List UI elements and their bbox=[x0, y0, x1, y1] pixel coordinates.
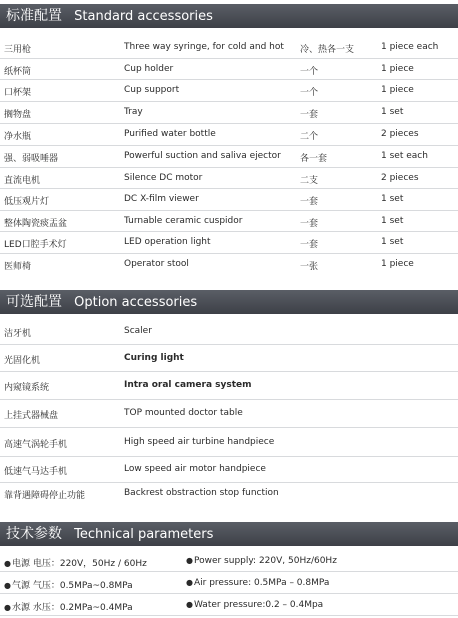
standard-item-en: Operator stool bbox=[124, 259, 189, 269]
standard-qty-en: 2 pieces bbox=[381, 129, 419, 139]
standard-qty-zh: 一套 bbox=[300, 219, 319, 229]
bullet-icon: ● bbox=[186, 600, 193, 609]
technical-item-zh bbox=[4, 600, 184, 613]
standard-row bbox=[0, 211, 458, 232]
standard-title-en: Standard accessories bbox=[74, 9, 213, 24]
standard-row bbox=[0, 102, 458, 124]
technical-item-zh bbox=[4, 556, 184, 569]
option-item-en: High speed air turbine handpiece bbox=[124, 437, 275, 447]
standard-qty-en: 1 set bbox=[381, 216, 404, 226]
option-title-en: Option accessories bbox=[74, 295, 198, 310]
standard-qty-en: 1 set bbox=[381, 107, 404, 117]
technical-item-zh bbox=[4, 578, 184, 591]
technical-item-en bbox=[186, 556, 456, 566]
standard-row bbox=[0, 189, 458, 211]
bullet-icon: ● bbox=[186, 578, 193, 587]
technical-item-en-text: Air pressure: 0.5MPa – 0.8MPa bbox=[193, 578, 330, 588]
option-row bbox=[0, 372, 458, 400]
technical-item-zh-text: 气源 气压：0.5MPa~0.8MPa bbox=[11, 581, 133, 591]
standard-item-en: Tray bbox=[124, 107, 143, 117]
standard-qty-en: 1 set bbox=[381, 237, 404, 247]
option-item-zh: 靠背遇障碍停止功能 bbox=[4, 491, 86, 501]
standard-qty-en: 1 piece bbox=[381, 259, 414, 269]
technical-title-zh: 技术参数 bbox=[6, 526, 62, 542]
standard-row bbox=[0, 168, 458, 189]
option-title-zh: 可选配置 bbox=[6, 294, 62, 310]
option-row bbox=[0, 483, 458, 505]
standard-item-zh: 直流电机 bbox=[4, 176, 41, 186]
standard-item-zh: 整体陶瓷痰盂盆 bbox=[4, 219, 68, 229]
standard-item-zh: 净水瓶 bbox=[4, 132, 32, 142]
option-item-zh: 上挂式器械盘 bbox=[4, 411, 59, 421]
option-section-header bbox=[0, 290, 458, 314]
technical-item-en-text: Power supply: 220V, 50Hz/60Hz bbox=[193, 556, 337, 566]
standard-qty-en: 1 piece bbox=[381, 64, 414, 74]
standard-item-en: Cup holder bbox=[124, 64, 174, 74]
standard-item-en: Three way syringe, for cold and hot bbox=[124, 42, 284, 52]
standard-qty-en: 2 pieces bbox=[381, 173, 419, 183]
standard-qty-zh: 二支 bbox=[300, 176, 319, 186]
technical-section-header bbox=[0, 522, 458, 546]
standard-qty-zh: 一套 bbox=[300, 197, 319, 207]
option-item-en: TOP mounted doctor table bbox=[124, 408, 243, 418]
standard-item-zh: 搁物盘 bbox=[4, 110, 32, 120]
standard-item-zh: 强、弱吸唾器 bbox=[4, 154, 59, 164]
standard-row bbox=[0, 232, 458, 254]
standard-item-zh: 三用枪 bbox=[4, 45, 32, 55]
standard-item-zh: 低压观片灯 bbox=[4, 197, 50, 207]
bullet-icon: ● bbox=[4, 559, 11, 568]
standard-item-en: LED operation light bbox=[124, 237, 211, 247]
standard-item-en: Cup support bbox=[124, 85, 180, 95]
option-item-en: Backrest obstraction stop function bbox=[124, 488, 279, 498]
technical-item-zh-text: 电源 电压：220V，50Hz / 60Hz bbox=[11, 559, 147, 569]
standard-item-en: Powerful suction and saliva ejector bbox=[124, 151, 281, 161]
option-item-en: Low speed air motor handpiece bbox=[124, 464, 266, 474]
bullet-icon: ● bbox=[4, 603, 11, 612]
standard-row bbox=[0, 124, 458, 146]
option-item-zh: 低速气马达手机 bbox=[4, 467, 68, 477]
standard-qty-zh: 一个 bbox=[300, 88, 319, 98]
standard-item-en: Turnable ceramic cuspidor bbox=[124, 216, 243, 226]
option-row bbox=[0, 457, 458, 483]
technical-item-en bbox=[186, 600, 456, 610]
option-item-zh: 光固化机 bbox=[4, 356, 41, 366]
standard-item-en: Purified water bottle bbox=[124, 129, 216, 139]
technical-item-zh-text: 水源 水压：0.2MPa~0.4MPa bbox=[11, 603, 133, 613]
option-row bbox=[0, 345, 458, 372]
standard-row bbox=[0, 80, 458, 102]
standard-item-zh: 纸杯筒 bbox=[4, 67, 32, 77]
bullet-icon: ● bbox=[4, 581, 11, 590]
standard-qty-zh: 一个 bbox=[300, 67, 319, 77]
standard-qty-en: 1 set each bbox=[381, 151, 428, 161]
option-item-zh: 洁牙机 bbox=[4, 329, 32, 339]
standard-qty-zh: 一套 bbox=[300, 240, 319, 250]
standard-item-en: Silence DC motor bbox=[124, 173, 203, 183]
standard-row bbox=[0, 37, 458, 59]
technical-row bbox=[0, 574, 458, 594]
option-item-zh: 内窥镜系统 bbox=[4, 383, 50, 393]
standard-qty-zh: 一套 bbox=[300, 110, 319, 120]
option-item-zh: 高速气涡轮手机 bbox=[4, 440, 68, 450]
technical-row bbox=[0, 596, 458, 616]
standard-section-header bbox=[0, 4, 458, 28]
standard-row bbox=[0, 254, 458, 276]
standard-qty-zh: 二个 bbox=[300, 132, 319, 142]
standard-item-zh: LED口腔手术灯 bbox=[4, 240, 67, 250]
option-row bbox=[0, 318, 458, 345]
option-item-en: Curing light bbox=[124, 353, 184, 363]
technical-item-en bbox=[186, 578, 456, 588]
standard-qty-en: 1 set bbox=[381, 194, 404, 204]
technical-row bbox=[0, 552, 458, 572]
standard-item-en: DC X-film viewer bbox=[124, 194, 199, 204]
standard-item-zh: 医师椅 bbox=[4, 262, 32, 272]
standard-row bbox=[0, 59, 458, 80]
standard-item-zh: 口杯架 bbox=[4, 88, 32, 98]
option-item-en: Scaler bbox=[124, 326, 152, 336]
technical-title-en: Technical parameters bbox=[74, 527, 214, 542]
standard-qty-en: 1 piece each bbox=[381, 42, 439, 52]
standard-qty-en: 1 piece bbox=[381, 85, 414, 95]
standard-qty-zh: 各一套 bbox=[300, 154, 328, 164]
standard-qty-zh: 一张 bbox=[300, 262, 319, 272]
standard-row bbox=[0, 146, 458, 168]
bullet-icon: ● bbox=[186, 556, 193, 565]
technical-item-en-text: Water pressure:0.2 – 0.4Mpa bbox=[193, 600, 324, 610]
option-row bbox=[0, 400, 458, 428]
standard-qty-zh: 冷、热各一支 bbox=[300, 45, 355, 55]
option-row bbox=[0, 428, 458, 457]
option-item-en: Intra oral camera system bbox=[124, 380, 252, 390]
standard-title-zh: 标准配置 bbox=[6, 8, 62, 24]
